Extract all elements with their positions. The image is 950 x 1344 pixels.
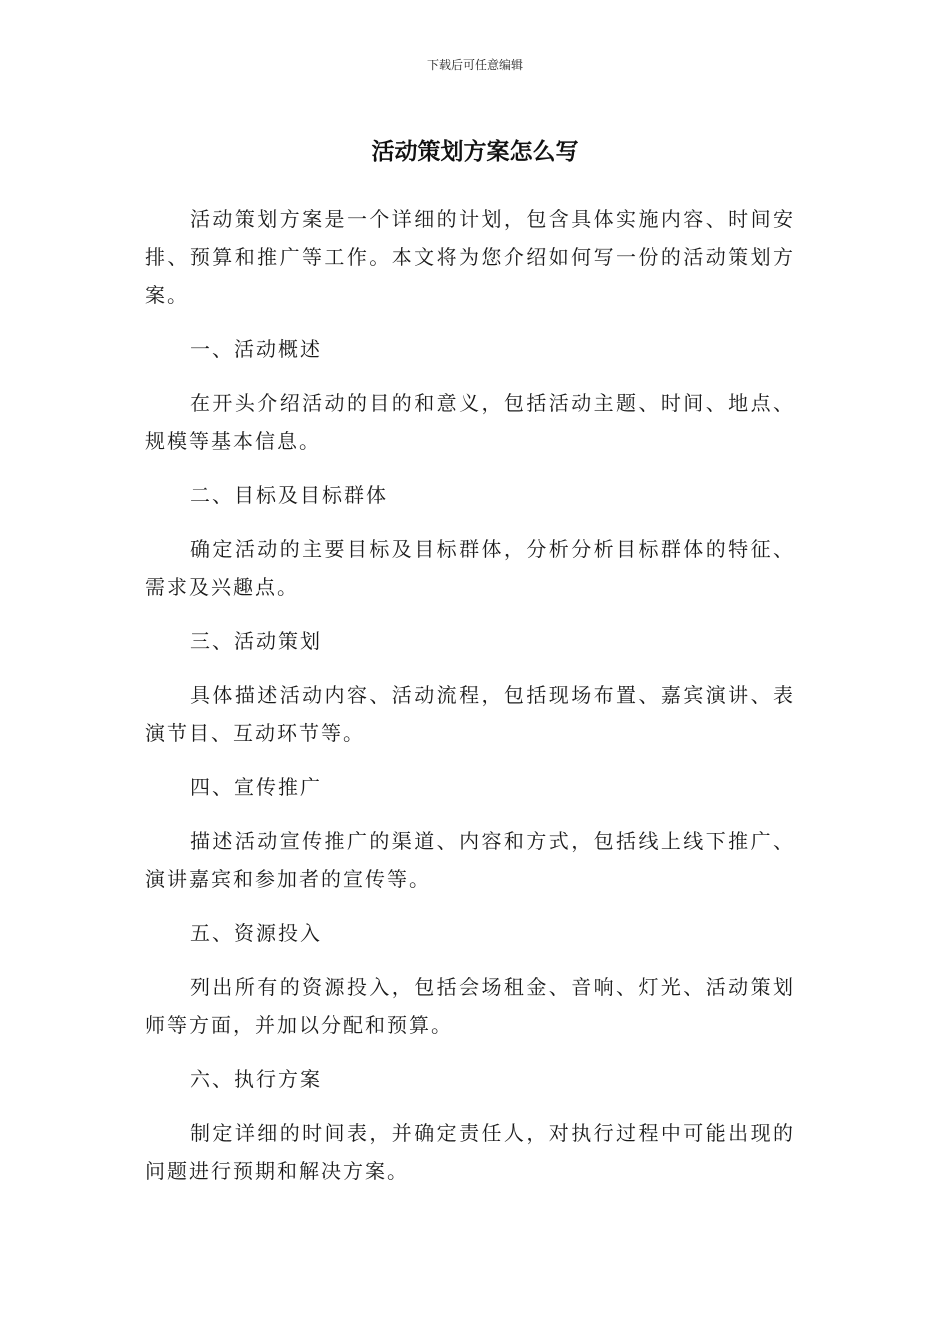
header-note: 下载后可任意编辑: [426, 58, 523, 72]
section-heading-4: 四、宣传推广: [190, 775, 322, 799]
section-heading-3: 三、活动策划: [190, 629, 322, 653]
section-heading-2: 二、目标及目标群体: [190, 483, 388, 507]
section-heading-5: 五、资源投入: [190, 921, 322, 945]
section-text-3: 具体描述活动内容、活动流程，包括现场布置、嘉宾演讲、表演节目、互动环节等。: [145, 683, 795, 745]
section-text-4: 描述活动宣传推广的渠道、内容和方式，包括线上线下推广、演讲嘉宾和参加者的宣传等。: [145, 829, 795, 891]
document-body: [145, 200, 795, 1190]
intro-paragraph: 活动策划方案是一个详细的计划，包含具体实施内容、时间安排、预算和推广等工作。本文将为您介绍如何写一份的活动策划方案。: [145, 207, 795, 307]
section-text-5: 列出所有的资源投入，包括会场租金、音响、灯光、活动策划师等方面，并加以分配和预算。: [145, 975, 795, 1037]
section-text-1: 在开头介绍活动的目的和意义，包括活动主题、时间、地点、规模等基本信息。: [145, 391, 795, 453]
page-title: 活动策划方案怎么写: [371, 139, 579, 165]
section-text-2: 确定活动的主要目标及目标群体，分析分析目标群体的特征、需求及兴趣点。: [145, 537, 795, 599]
section-heading-1: 一、活动概述: [190, 337, 322, 361]
section-heading-6: 六、执行方案: [190, 1067, 322, 1091]
section-text-6: 制定详细的时间表，并确定责任人，对执行过程中可能出现的问题进行预期和解决方案。: [145, 1121, 795, 1183]
